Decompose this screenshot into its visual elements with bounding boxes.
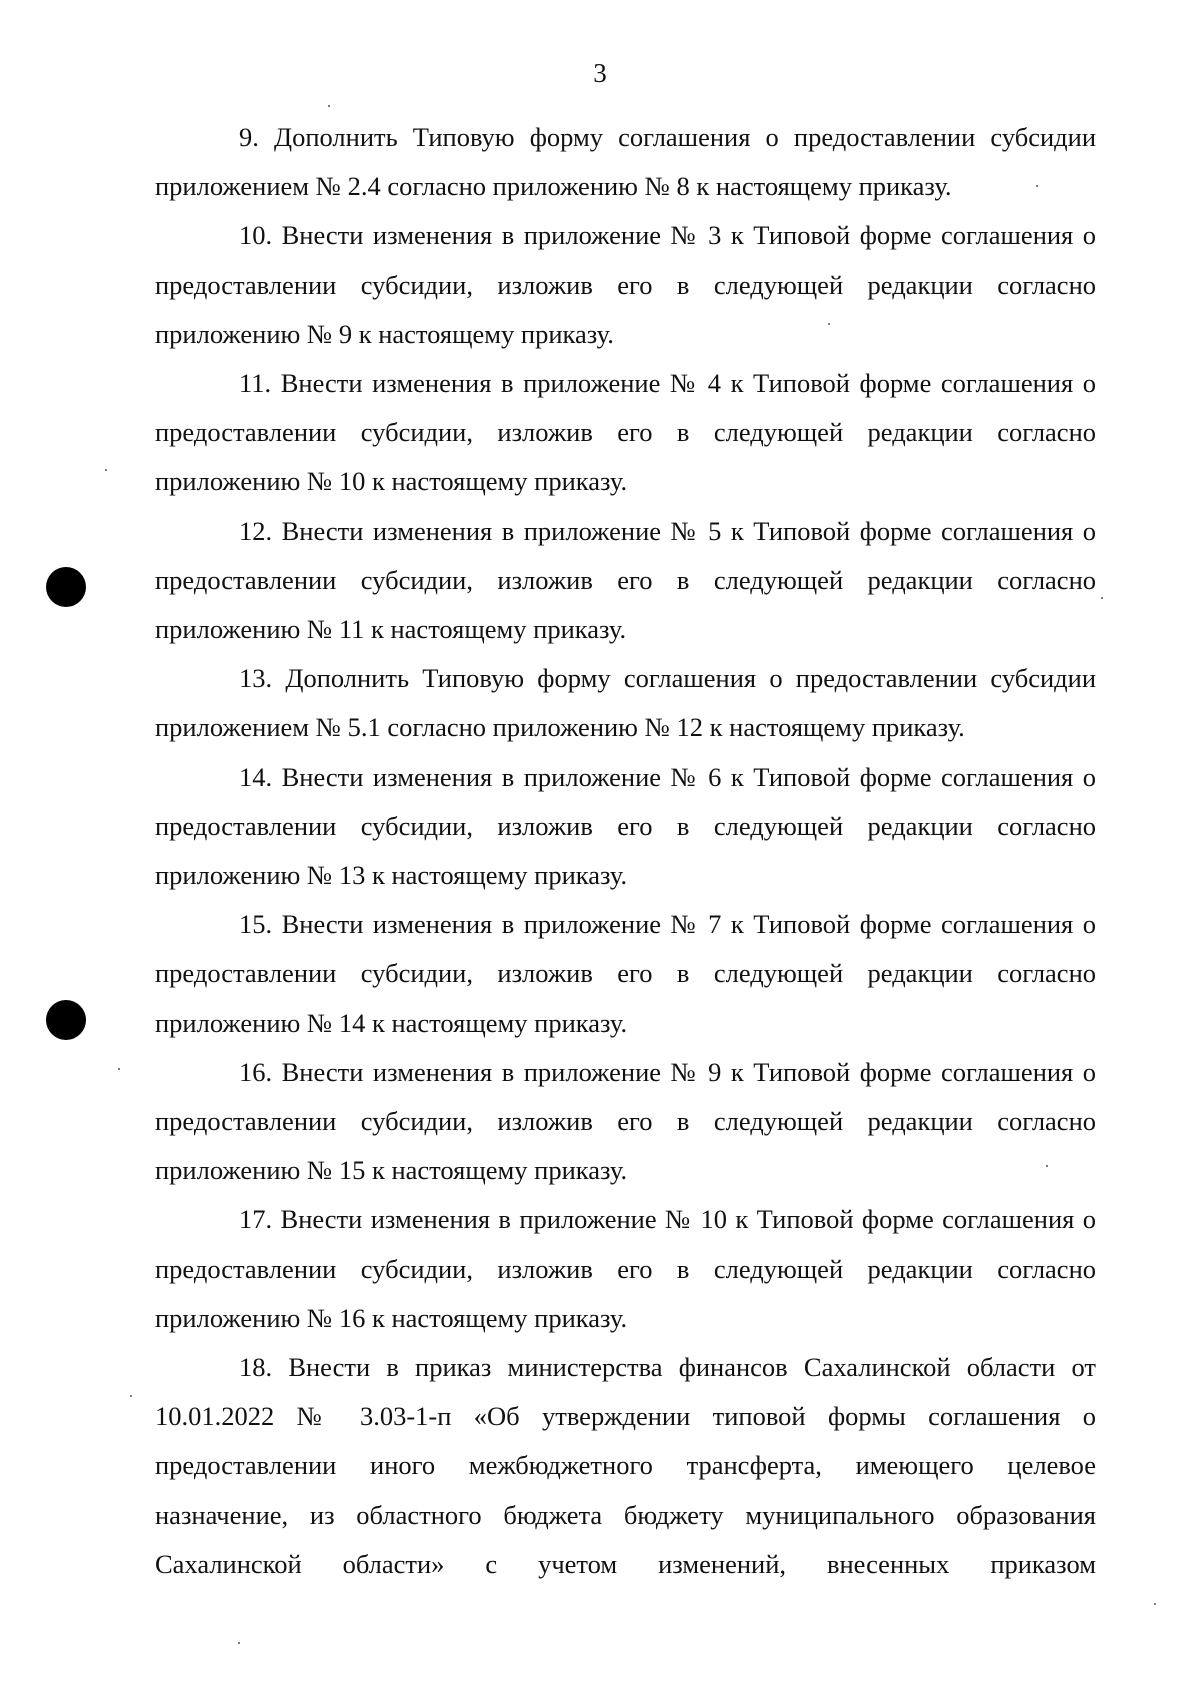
paragraph-9: 9. Дополнить Типовую форму соглашения о предоставлении субсидии приложением № 2.4 согласно приложению № 8 к настоящему приказу. — [155, 122, 1096, 202]
scan-speck — [238, 1642, 240, 1644]
paragraph-15: 15. Внести изменения в приложение № 7 к Типовой форме соглашения о предоставлении субсидии, изложив его в следующей редакции согласно приложению № 14 к настоящему приказу. — [155, 909, 1096, 1038]
paragraph-10: 10. Внести изменения в приложение № 3 к Типовой форме соглашения о предоставлении субсидии, изложив его в следующей редакции согласно приложению № 9 к настоящему приказу. — [155, 220, 1096, 349]
scan-speck — [105, 469, 107, 471]
paragraph-11: 11. Внести изменения в приложение № 4 к Типовой форме соглашения о предоставлении субсидии, изложив его в следующей редакции согласно приложению № 10 к настоящему приказу. — [155, 368, 1096, 497]
scan-speck — [118, 1068, 120, 1070]
scan-speck — [328, 105, 330, 107]
scan-speck — [1101, 597, 1103, 599]
punch-hole-upper — [46, 567, 86, 607]
punch-hole-lower — [46, 1000, 86, 1040]
document-body — [155, 113, 1096, 1589]
scan-speck — [1154, 1603, 1156, 1605]
paragraph-12: 12. Внести изменения в приложение № 5 к Типовой форме соглашения о предоставлении субсидии, изложив его в следующей редакции согласно приложению № 11 к настоящему приказу. — [155, 515, 1096, 645]
paragraph-18: 18. Внести в приказ министерства финансов Сахалинской области от 10.01.2022 № 3.03-1-п «Об утверждении типовой формы соглашения о предоставлении иного межбюджетного трансферта, имеющего целевое назначение, из областного бюджета бюджету муниципального образования Сахалинской области» с учетом изменений, внесенных приказом — [155, 1352, 1096, 1579]
paragraph-14: 14. Внести изменения в приложение № 6 к Типовой форме соглашения о предоставлении субсидии, изложив его в следующей редакции согласно приложению № 13 к настоящему приказу. — [155, 761, 1096, 891]
paragraph-13: 13. Дополнить Типовую форму соглашения о предоставлении субсидии приложением № 5.1 согласно приложению № 12 к настоящему приказу. — [155, 663, 1096, 743]
paragraph-16: 16. Внести изменения в приложение № 9 к Типовой форме соглашения о предоставлении субсидии, изложив его в следующей редакции согласно приложению № 15 к настоящему приказу. — [155, 1056, 1096, 1186]
paragraph-17: 17. Внести изменения в приложение № 10 к Типовой форме соглашения о предоставлении субсидии, изложив его в следующей редакции согласно приложению № 16 к настоящему приказу. — [155, 1204, 1096, 1333]
page-number: 3 — [593, 58, 607, 88]
scan-speck — [130, 1395, 132, 1397]
